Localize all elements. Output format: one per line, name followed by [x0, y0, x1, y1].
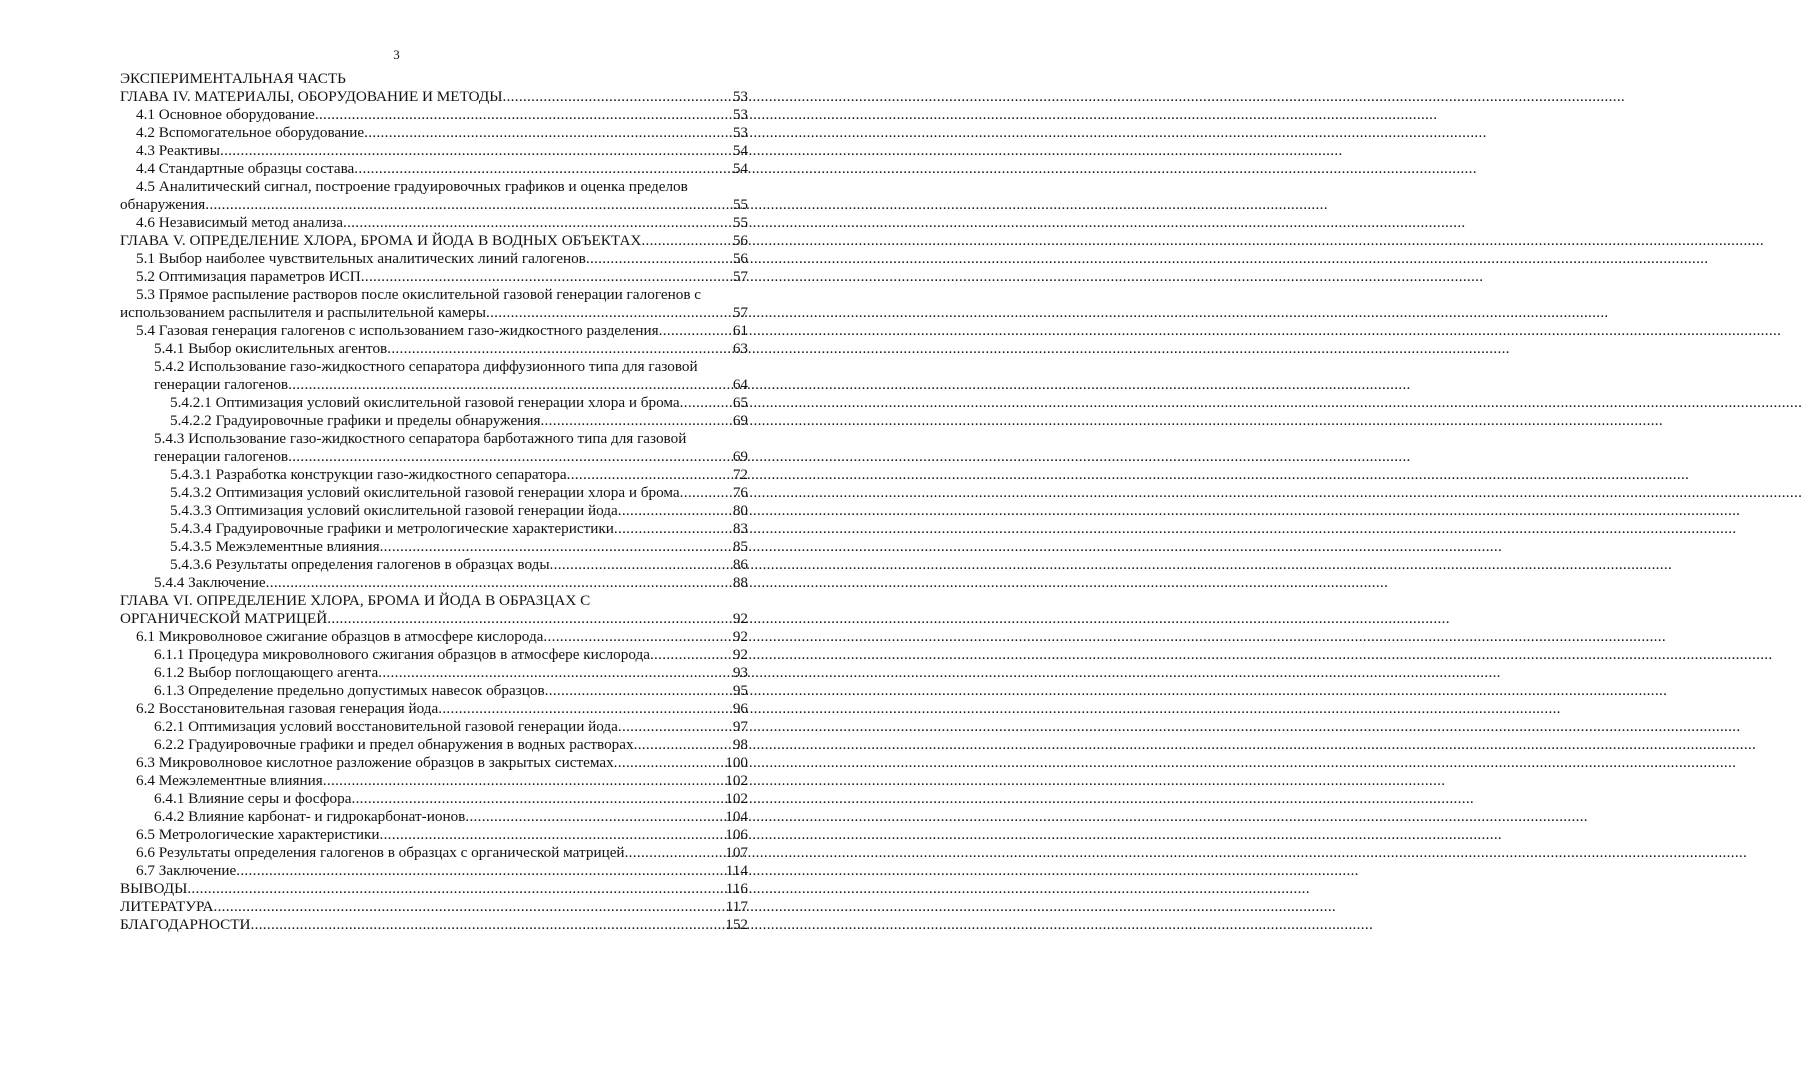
toc-page-number: 117	[725, 898, 748, 915]
toc-page-number: 152	[725, 916, 748, 933]
toc-entry-title: 5.2 Оптимизация параметров ИСП	[136, 268, 361, 285]
toc-entry[interactable]	[120, 664, 748, 682]
toc-entry[interactable]	[120, 754, 748, 772]
toc-entry[interactable]	[120, 772, 748, 790]
toc-entry-title: генерации галогенов	[154, 448, 289, 465]
dot-leader	[634, 736, 732, 754]
dot-leader	[680, 484, 732, 502]
toc-entry-title: 6.1 Микроволновое сжигание образцов в атмосфере кислорода	[136, 628, 544, 645]
toc-page-number: 116	[725, 880, 748, 897]
toc-page-number: 92	[732, 646, 748, 663]
dot-leader	[502, 88, 731, 106]
toc-entry-title: 6.2.2 Градуировочные графики и предел обнаружения в водных растворах	[154, 736, 634, 753]
toc-entry[interactable]	[120, 574, 748, 592]
toc-entry-title: ВЫВОДЫ	[120, 880, 188, 897]
toc-page-number: 55	[732, 196, 748, 213]
toc-entry[interactable]	[120, 862, 748, 880]
dot-leader	[438, 700, 732, 718]
toc-entry[interactable]	[120, 826, 748, 844]
toc-page-number: 95	[732, 682, 748, 699]
toc-page-number: 63	[732, 340, 748, 357]
dot-leader	[650, 646, 732, 664]
toc-entry-title: 4.6 Независимый метод анализа	[136, 214, 343, 231]
toc-entry[interactable]	[120, 232, 748, 250]
toc-entry[interactable]	[120, 736, 748, 754]
toc-entry-title: 6.1.3 Определение предельно допустимых навесок образцов	[154, 682, 545, 699]
toc-entry-title: 5.4.4 Заключение	[154, 574, 266, 591]
toc-entry[interactable]	[120, 880, 748, 898]
toc-entry[interactable]	[120, 916, 748, 934]
toc-page-number: 72	[732, 466, 748, 483]
dot-leader	[618, 718, 732, 736]
toc-entry-title: 5.4.1 Выбор окислительных агентов	[154, 340, 388, 357]
dot-leader	[220, 142, 732, 160]
dot-leader	[614, 520, 732, 538]
toc-entry-title: 6.2 Восстановительная газовая генерация йода	[136, 700, 439, 717]
toc-page-number: 86	[732, 556, 748, 573]
dot-leader	[540, 412, 731, 430]
dot-leader	[680, 394, 732, 412]
toc-page-number: 55	[732, 214, 748, 231]
dot-leader	[288, 376, 732, 394]
toc-entry[interactable]	[120, 502, 748, 520]
dot-leader	[486, 304, 732, 322]
toc-page-number: 93	[732, 664, 748, 681]
dot-leader	[236, 862, 725, 880]
toc-page-number: 80	[732, 502, 748, 519]
dot-leader	[315, 106, 732, 124]
table-of-contents	[120, 70, 748, 934]
toc-entry[interactable]	[120, 124, 748, 142]
toc-entry[interactable]	[120, 196, 748, 214]
toc-entry-title: 5.4.3.2 Оптимизация условий окислительной газовой генерации хлора и брома	[170, 484, 680, 501]
toc-page-number: 85	[732, 538, 748, 555]
toc-entry[interactable]	[120, 520, 748, 538]
dot-leader	[205, 196, 732, 214]
toc-entry-title: 5.1 Выбор наиболее чувствительных аналитических линий галогенов	[136, 250, 586, 267]
dot-leader	[266, 574, 732, 592]
toc-page-number: 53	[732, 88, 748, 105]
toc-page-number: 64	[732, 376, 748, 393]
toc-entry-title: 6.5 Метрологические характеристики	[136, 826, 380, 843]
dot-leader	[364, 124, 732, 142]
toc-entry-title: ЛИТЕРАТУРА	[120, 898, 214, 915]
toc-page-number: 54	[732, 160, 748, 177]
toc-entry-title: 5.4.3.4 Градуировочные графики и метрологические характеристики	[170, 520, 614, 537]
toc-entry[interactable]	[120, 322, 748, 340]
toc-page-number: 100	[725, 754, 748, 771]
toc-page-number: 57	[732, 268, 748, 285]
toc-entry-title: 5.4.3.5 Межэлементные влияния	[170, 538, 380, 555]
dot-leader	[550, 556, 732, 574]
toc-entry-title: 5.4.3 Использование газо-жидкостного сепаратора барботажного типа для газовой	[154, 430, 687, 447]
dot-leader	[187, 880, 724, 898]
toc-entry[interactable]	[120, 304, 748, 322]
toc-entry[interactable]	[120, 538, 748, 556]
toc-page-number: 57	[732, 304, 748, 321]
toc-page-number: 65	[732, 394, 748, 411]
toc-entry-title: 5.4.3.6 Результаты определения галогенов в образцах воды	[170, 556, 550, 573]
dot-leader	[543, 628, 731, 646]
toc-entry[interactable]	[120, 88, 748, 106]
toc-entry-title: 6.2.1 Оптимизация условий восстановительной газовой генерации йода	[154, 718, 618, 735]
dot-leader	[327, 610, 732, 628]
toc-entry[interactable]	[120, 466, 748, 484]
toc-entry-title: 5.4.3.1 Разработка конструкции газо-жидкостного сепаратора	[170, 466, 567, 483]
toc-entry-title: 4.1 Основное оборудование	[136, 106, 315, 123]
toc-page-number: 69	[732, 448, 748, 465]
toc-page-number: 61	[732, 322, 748, 339]
toc-entry[interactable]	[120, 790, 748, 808]
toc-entry-title: 4.5 Аналитический сигнал, построение градуировочных графиков и оценка пределов	[136, 178, 688, 195]
toc-entry-title: 6.4.1 Влияние серы и фосфора	[154, 790, 352, 807]
toc-entry[interactable]	[120, 142, 748, 160]
toc-entry-title: ГЛАВА IV. МАТЕРИАЛЫ, ОБОРУДОВАНИЕ И МЕТОДЫ	[120, 88, 503, 105]
toc-page-number: 69	[732, 412, 748, 429]
toc-entry[interactable]	[120, 484, 748, 502]
dot-leader	[288, 448, 732, 466]
dot-leader	[351, 790, 724, 808]
dot-leader	[380, 538, 732, 556]
toc-entry-title: 4.4 Стандартные образцы состава	[136, 160, 355, 177]
toc-entry-title: 6.7 Заключение	[136, 862, 237, 879]
toc-entry[interactable]	[120, 106, 748, 124]
toc-page-number: 76	[732, 484, 748, 501]
toc-page-number: 88	[732, 574, 748, 591]
toc-page-number: 53	[732, 124, 748, 141]
toc-page-number: 97	[732, 718, 748, 735]
toc-page-number: 54	[732, 142, 748, 159]
toc-entry[interactable]	[120, 844, 748, 862]
toc-entry[interactable]	[120, 340, 748, 358]
dot-leader	[586, 250, 732, 268]
toc-entry[interactable]	[120, 214, 748, 232]
toc-entry-title: 5.3 Прямое распыление растворов после окислительной газовой генерации галогенов с	[136, 286, 702, 303]
toc-entry-title: 4.3 Реактивы	[136, 142, 221, 159]
toc-entry-title: 6.4.2 Влияние карбонат- и гидрокарбонат-ионов	[154, 808, 466, 825]
dot-leader	[343, 214, 732, 232]
toc-entry[interactable]	[120, 556, 748, 574]
toc-entry-title: ГЛАВА V. ОПРЕДЕЛЕНИЕ ХЛОРА, БРОМА И ЙОДА В ВОДНЫХ ОБЪЕКТАХ	[120, 232, 642, 249]
toc-page-number: 98	[732, 736, 748, 753]
toc-entry[interactable]	[120, 682, 748, 700]
dot-leader	[378, 664, 732, 682]
toc-page-number: 56	[732, 232, 748, 249]
toc-entry-title: 6.1.1 Процедура микроволнового сжигания образцов в атмосфере кислорода	[154, 646, 650, 663]
dot-leader	[361, 268, 732, 286]
dot-leader	[545, 682, 732, 700]
dot-leader	[567, 466, 732, 484]
toc-entry-title: 6.3 Микроволновое кислотное разложение образцов в закрытых системах	[136, 754, 614, 771]
dot-leader	[618, 502, 732, 520]
toc-entry-title: генерации галогенов	[154, 376, 289, 393]
toc-page-number: 114	[725, 862, 748, 879]
toc-entry-title: ОРГАНИЧЕСКОЙ МАТРИЦЕЙ	[120, 610, 328, 627]
dot-leader	[379, 826, 724, 844]
toc-entry[interactable]	[120, 718, 748, 736]
toc-entry-title: 4.2 Вспомогательное оборудование	[136, 124, 365, 141]
toc-entry[interactable]	[120, 448, 748, 466]
dot-leader	[387, 340, 732, 358]
dot-leader	[354, 160, 732, 178]
toc-entry[interactable]	[120, 160, 748, 178]
toc-entry[interactable]	[120, 646, 748, 664]
dot-leader	[614, 754, 725, 772]
page-number: 3	[393, 47, 400, 62]
toc-page-number: 96	[732, 700, 748, 717]
toc-entry-title: 5.4 Газовая генерация галогенов с использованием газо-жидкостного разделения	[136, 322, 659, 339]
toc-entry[interactable]	[120, 808, 748, 826]
toc-page-number: 53	[732, 106, 748, 123]
toc-entry[interactable]	[120, 268, 748, 286]
toc-entry[interactable]	[120, 628, 748, 646]
toc-entry-title: использованием распылителя и распылительной камеры	[120, 304, 486, 321]
toc-entry-title: 6.1.2 Выбор поглощающего агента	[154, 664, 379, 681]
toc-page-number: 102	[725, 772, 748, 789]
toc-entry-title: 5.4.3.3 Оптимизация условий окислительной газовой генерации йода	[170, 502, 618, 519]
toc-page-number: 102	[725, 790, 748, 807]
dot-leader	[641, 232, 731, 250]
toc-page-number: 56	[732, 250, 748, 267]
toc-page-number: 92	[732, 610, 748, 627]
dot-leader	[323, 772, 724, 790]
dot-leader	[659, 322, 732, 340]
toc-page-number: 104	[725, 808, 748, 825]
toc-entry[interactable]	[120, 898, 748, 916]
toc-entry-title: 6.4 Межэлементные влияния	[136, 772, 323, 789]
dot-leader	[213, 898, 724, 916]
toc-entry-title: 5.4.2.2 Градуировочные графики и пределы обнаружения	[170, 412, 541, 429]
toc-entry-title: обнаружения	[120, 196, 206, 213]
toc-entry-title: 5.4.2.1 Оптимизация условий окислительной газовой генерации хлора и брома	[170, 394, 680, 411]
toc-entry[interactable]	[120, 610, 748, 628]
toc-entry[interactable]	[120, 376, 748, 394]
dot-leader	[625, 844, 725, 862]
dot-leader	[465, 808, 724, 826]
toc-page-number: 83	[732, 520, 748, 537]
toc-entry[interactable]	[120, 700, 748, 718]
toc-page-number: 92	[732, 628, 748, 645]
toc-entry[interactable]	[120, 250, 748, 268]
toc-page-number: 106	[725, 826, 748, 843]
toc-page-number: 107	[725, 844, 748, 861]
toc-entry-title: 6.6 Результаты определения галогенов в образцах с органической матрицей	[136, 844, 625, 861]
toc-entry-title: БЛАГОДАРНОСТИ	[120, 916, 251, 933]
toc-entry[interactable]	[120, 412, 748, 430]
toc-entry-title: 5.4.2 Использование газо-жидкостного сепаратора диффузионного типа для газовой	[154, 358, 698, 375]
toc-entry-title: ГЛАВА VI. ОПРЕДЕЛЕНИЕ ХЛОРА, БРОМА И ЙОДА В ОБРАЗЦАХ С	[120, 592, 591, 609]
toc-entry[interactable]	[120, 394, 748, 412]
dot-leader	[251, 916, 725, 934]
toc-heading: ЭКСПЕРИМЕНТАЛЬНАЯ ЧАСТЬ	[120, 70, 346, 87]
